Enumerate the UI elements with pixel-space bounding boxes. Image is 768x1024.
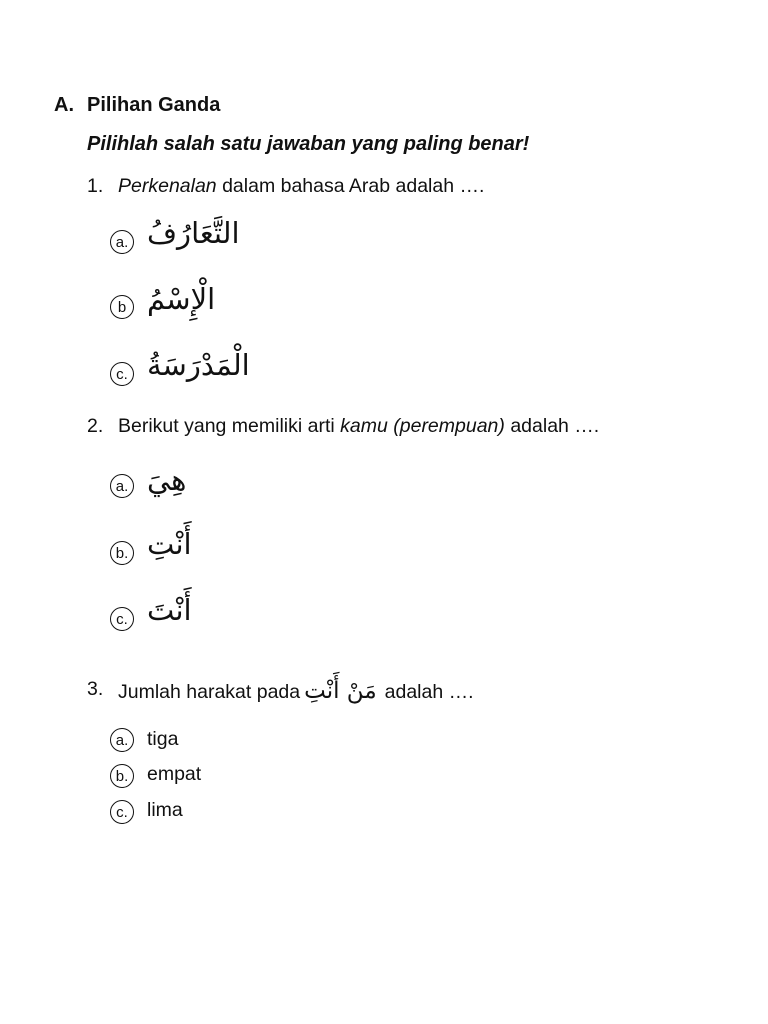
section-letter: A. [54, 94, 74, 116]
q1-option-b-arabic: الْإِسْمُ [147, 282, 216, 316]
question-2-number: 2. [87, 415, 104, 437]
question-1-rest: dalam bahasa Arab adalah …. [216, 175, 485, 197]
q3-option-c-text: lima [147, 799, 183, 821]
question-2-after: adalah …. [504, 415, 600, 437]
question-3-number: 3. [87, 678, 104, 700]
question-3-before: Jumlah harakat pada [118, 681, 301, 703]
question-1-number: 1. [87, 175, 104, 197]
q3-option-b-marker[interactable]: b. [110, 764, 134, 788]
q3-option-a-text: tiga [147, 728, 179, 750]
q2-option-a-marker[interactable]: a. [110, 474, 134, 498]
question-3-text [118, 678, 474, 704]
question-3-after: adalah …. [384, 681, 474, 703]
question-2-text [118, 415, 599, 438]
q2-option-a-arabic: هِيَ [147, 463, 187, 497]
q1-option-b-marker[interactable]: b [110, 295, 134, 319]
q1-option-c-marker[interactable]: c. [110, 362, 134, 386]
q2-option-c-marker[interactable]: c. [110, 607, 134, 631]
question-1-text [118, 175, 484, 198]
q3-option-b-text: empat [147, 763, 202, 785]
q1-option-c-arabic: الْمَدْرَسَةُ [147, 348, 250, 382]
question-1-italic: Perkenalan [118, 175, 217, 197]
q2-option-b-marker[interactable]: b. [110, 541, 134, 565]
q1-option-a-arabic: التَّعَارُفُ [147, 216, 240, 250]
q2-option-c-arabic: أَنْتَ [147, 593, 192, 627]
question-2-before: Berikut yang memiliki arti [118, 415, 341, 437]
q2-option-b-arabic: أَنْتِ [147, 527, 192, 561]
question-3-arabic: مَنْ أَنْتِ [304, 678, 377, 704]
question-2-italic: kamu (perempuan) [340, 415, 505, 437]
q3-option-c-marker[interactable]: c. [110, 800, 134, 824]
instruction-text: Pilihlah salah satu jawaban yang paling benar! [87, 133, 530, 155]
q1-option-a-marker[interactable]: a. [110, 230, 134, 254]
q3-option-a-marker[interactable]: a. [110, 728, 134, 752]
section-title: Pilihan Ganda [87, 94, 221, 116]
